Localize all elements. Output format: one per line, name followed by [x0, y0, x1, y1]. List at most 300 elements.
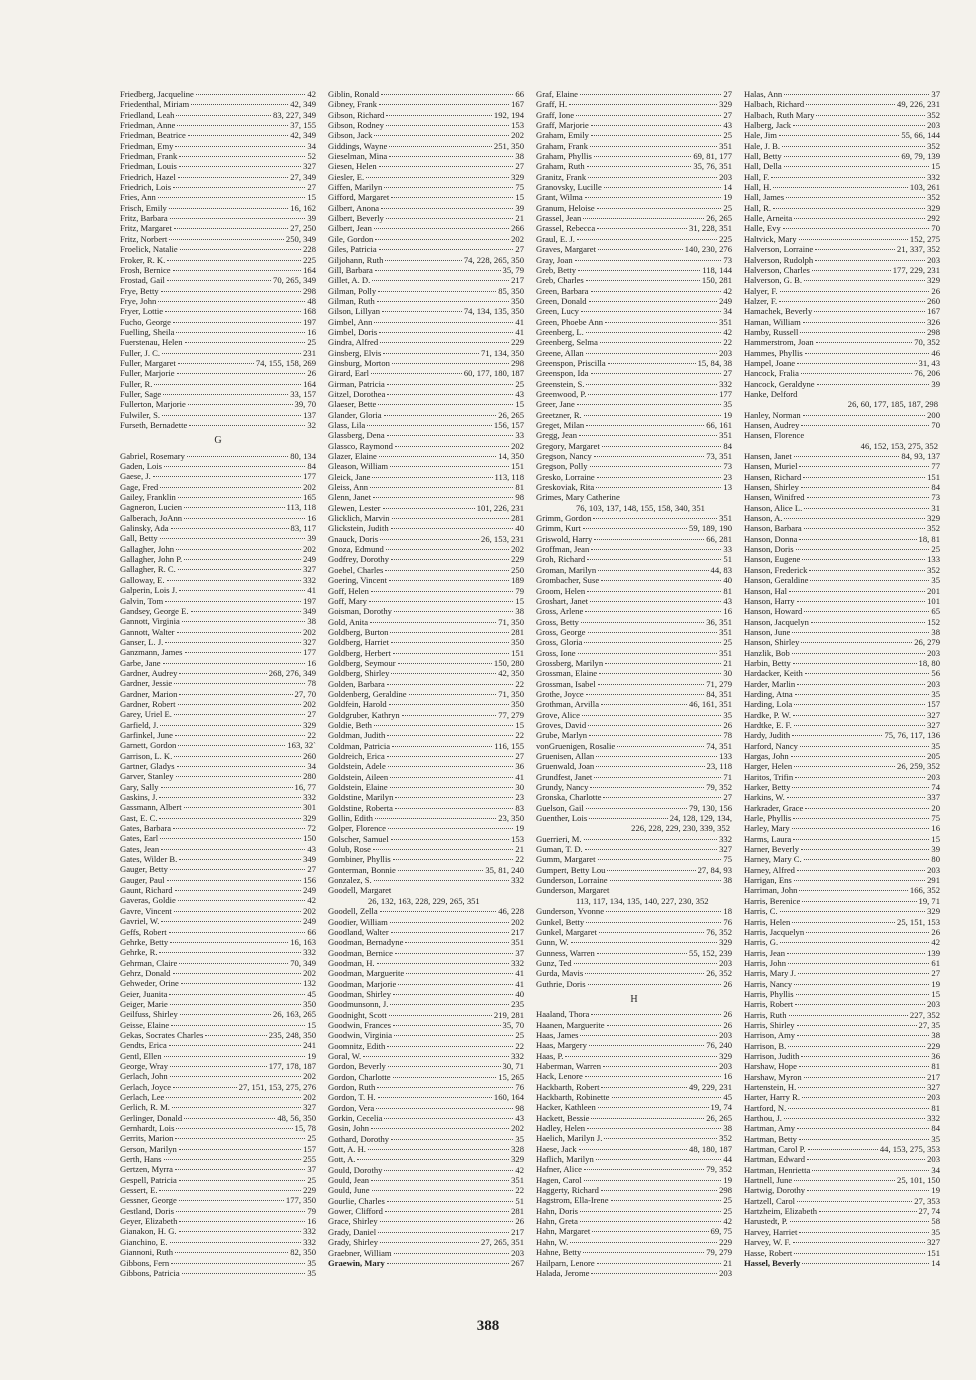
index-entry [120, 110, 316, 120]
dot-leader [158, 301, 305, 302]
dot-leader [160, 725, 301, 726]
index-entry [328, 927, 524, 937]
entry-pages: 43 [515, 1113, 524, 1124]
index-entry [744, 358, 940, 368]
entry-name: Hartman, Henrietta [744, 1164, 811, 1175]
index-entry [120, 1092, 316, 1102]
entry-name: Friedman, Anne [120, 120, 176, 131]
entry-name: Gehweder, Orine [120, 978, 179, 989]
entry-pages: 153 [511, 833, 524, 844]
index-entry [744, 1051, 940, 1061]
entry-name: Greb, Charles [536, 275, 584, 286]
dot-leader [174, 911, 301, 912]
entry-name: Gartner, Gladys [120, 761, 175, 771]
entry-name: Harkins, W. [744, 792, 785, 803]
entry-pages: 27, 250 [290, 223, 316, 234]
index-entry [328, 482, 524, 492]
index-entry [744, 554, 940, 564]
index-entry [744, 130, 940, 140]
index-entry [744, 917, 940, 927]
entry-name: Harms, Laura [744, 833, 792, 844]
entry-pages: 35 [307, 1267, 316, 1278]
entry-name: Granum, Heloise [536, 202, 595, 213]
dot-leader [788, 1046, 925, 1047]
entry-pages: 46, 161, 351 [689, 699, 732, 710]
entry-pages: 351 [511, 937, 524, 948]
dot-leader [799, 539, 916, 540]
entry-name: Gresko, Lorraine [536, 471, 595, 482]
dot-leader [596, 487, 721, 488]
dot-leader [367, 425, 492, 426]
entry-pages: 21 [723, 657, 732, 668]
dot-leader [159, 818, 301, 819]
index-entry [536, 803, 732, 813]
index-entry [536, 89, 732, 99]
entry-pages: 298 [303, 285, 316, 296]
dot-leader [175, 735, 305, 736]
dot-leader [391, 1139, 513, 1140]
dot-leader [801, 849, 929, 850]
entry-pages: 27 [723, 368, 732, 379]
entry-name: Frosh, Bernice [120, 264, 171, 275]
index-entry [120, 523, 316, 533]
entry-name: Graves, Margaret [536, 244, 596, 255]
index-entry [120, 461, 316, 471]
dot-leader [386, 115, 492, 116]
index-entry [744, 1258, 940, 1268]
index-entry [536, 1216, 732, 1226]
entry-name: Gekas, Socrates Charles [120, 1029, 204, 1040]
dot-leader [586, 280, 700, 281]
dot-leader [584, 415, 722, 416]
entry-name: Gleick, Jane [328, 471, 371, 482]
entry-pages: 15 [515, 399, 524, 410]
entry-name: Geisse, Elaine [120, 1019, 170, 1030]
entry-pages: 26 [723, 978, 732, 989]
dot-leader [780, 942, 929, 943]
dot-leader [176, 332, 305, 333]
entry-name: Greenspon, Priscilla [536, 357, 606, 368]
dot-leader [179, 156, 305, 157]
index-entry [744, 337, 940, 347]
entry-name: Hargas, John [744, 751, 789, 761]
index-entry [744, 110, 940, 120]
dot-leader [357, 1159, 509, 1160]
entry-name: Guelson, Gail [536, 802, 584, 813]
entry-pages: 72 [307, 823, 316, 834]
index-entry [536, 430, 732, 440]
entry-name: Gernhardt, Lois [120, 1123, 175, 1134]
entry-pages: 15, 78 [294, 1123, 316, 1134]
entry-name: Groom, Helen [536, 585, 586, 596]
entry-pages: 27, 349 [290, 171, 316, 182]
dot-leader [804, 611, 929, 612]
entry-name: Geier, Juanita [120, 988, 168, 999]
index-entry [120, 1154, 316, 1164]
entry-pages: 19 [515, 823, 524, 834]
entry-name: Gunness, Warren [536, 947, 595, 958]
index-entry [536, 110, 732, 120]
entry-name: Hartman, Carol P. [744, 1144, 806, 1155]
entry-name: Gilman, Ruth [328, 295, 375, 306]
dot-leader [191, 611, 302, 612]
dot-leader [379, 104, 509, 105]
entry-name: Harger, Helen [744, 761, 793, 772]
dot-leader [797, 1128, 929, 1129]
index-entry [328, 648, 524, 658]
index-entry [328, 1237, 524, 1247]
entry-pages: 66, 161 [706, 420, 732, 430]
entry-name: Gardner, Robert [120, 698, 176, 709]
entry-name: Fritz, Norbert [120, 233, 168, 244]
entry-pages: 327 [303, 161, 316, 172]
entry-name: Gianakon, H. G. [120, 1226, 177, 1237]
index-entry [744, 741, 940, 751]
entry-name: Grimm, Gordon [536, 513, 592, 524]
dot-leader [596, 766, 704, 767]
index-entry [120, 885, 316, 895]
entry-name: Fritz, Barbara [120, 213, 168, 224]
entry-pages: 33 [515, 430, 524, 441]
index-entry [120, 1258, 316, 1268]
dot-leader [391, 673, 496, 674]
index-entry [744, 813, 940, 823]
entry-name: Goff, Helen [328, 585, 369, 596]
index-entry [120, 286, 316, 296]
entry-name: Gibson, Jack [328, 130, 373, 141]
dot-leader [580, 1211, 721, 1212]
entry-pages: 79, 279 [706, 1247, 732, 1258]
dot-leader [794, 766, 895, 767]
index-entry [536, 1092, 732, 1102]
index-entry [328, 948, 524, 958]
index-entry [328, 937, 524, 947]
entry-name: Friedrich, Hazel [120, 171, 176, 182]
entry-name: Harding, Atna [744, 688, 793, 699]
index-entry [744, 565, 940, 575]
dot-leader [176, 1211, 305, 1212]
entry-pages: 301 [303, 802, 316, 813]
entry-name: Godfrey, Dorothy [328, 554, 390, 565]
entry-pages: 83, 227, 349 [273, 109, 316, 120]
dot-leader [393, 859, 514, 860]
entry-name: Galloway, E. [120, 574, 165, 585]
dot-leader [376, 1108, 513, 1109]
index-entry [328, 917, 524, 927]
dot-leader [605, 322, 717, 323]
dot-leader [789, 591, 925, 592]
dot-leader [165, 601, 301, 602]
index-entry [536, 710, 732, 720]
entry-pages: 41 [515, 771, 524, 782]
entry-pages: 235 [511, 999, 524, 1010]
dot-leader [583, 528, 687, 529]
entry-name: Gerlach, Joyce [120, 1081, 172, 1092]
entry-name: Gannott, Walter [120, 626, 175, 637]
dot-leader [173, 187, 305, 188]
dot-leader [379, 249, 514, 250]
entry-name: Harding, Lola [744, 699, 793, 710]
dot-leader [163, 663, 306, 664]
index-entry [328, 968, 524, 978]
dot-leader [184, 518, 305, 519]
entry-name: Gaunt, Richard [120, 885, 173, 896]
entry-name: Gauger, Betty [120, 864, 168, 875]
index-entry [328, 958, 524, 968]
entry-name: Gold, Anita [328, 616, 369, 627]
entry-name: Grant, Wilma [536, 192, 583, 203]
entry-pages: 291 [927, 875, 940, 886]
dot-leader [589, 818, 667, 819]
entry-name: Gifford, Margaret [328, 192, 390, 203]
index-entry [536, 668, 732, 678]
entry-name: Goodier, William [328, 916, 388, 927]
entry-name: Friedman, Emy [120, 140, 174, 151]
entry-pages: 249 [303, 916, 316, 927]
entry-name: Goebel, Charles [328, 564, 384, 575]
dot-leader [384, 415, 497, 416]
entry-pages: 73 [723, 461, 732, 472]
entry-pages: 329 [927, 513, 940, 524]
entry-name: Hanson, Jacquelyn [744, 616, 809, 627]
entry-pages: 328 [511, 1144, 524, 1155]
entry-name: Goodman, Bernice [328, 947, 393, 958]
index-entry [536, 948, 732, 958]
index-entry [536, 637, 732, 647]
dot-leader [182, 1273, 306, 1274]
index-entry [120, 1144, 316, 1154]
entry-name: Giffen, Marilyn [328, 182, 383, 193]
index-entry [536, 244, 732, 254]
entry-name: Grimes, Mary Catherine [536, 492, 620, 503]
entry-name: Friedman, Beatrice [120, 130, 186, 141]
dot-leader [577, 404, 722, 405]
entry-pages: 25 [723, 1205, 732, 1216]
dot-leader [793, 839, 929, 840]
index-entry [120, 658, 316, 668]
index-entry [744, 979, 940, 989]
index-entry [328, 451, 524, 461]
entry-pages: 49, 229, 231 [689, 1081, 732, 1092]
dot-leader [804, 859, 930, 860]
entry-pages: 35 [723, 709, 732, 720]
index-entry [120, 616, 316, 626]
index-entry [536, 120, 732, 130]
index-entry [120, 1247, 316, 1257]
dot-leader [175, 1138, 305, 1139]
entry-name: Gunkel, Betty [536, 916, 585, 927]
entry-pages: 70, 352 [914, 337, 940, 348]
dot-leader [584, 1180, 722, 1181]
entry-pages: 151 [511, 461, 524, 472]
index-entry [536, 441, 732, 451]
entry-name: Goodland, Walter [328, 926, 389, 937]
entry-pages: 25, 151, 153 [897, 916, 940, 927]
entry-pages: 74, 228, 265, 350 [463, 254, 524, 265]
entry-pages: 266 [511, 223, 524, 234]
index-entry [328, 1144, 524, 1154]
entry-name: Harney, Alfred [744, 864, 795, 875]
entry-pages: 16 [931, 823, 940, 834]
entry-pages: 225 [719, 233, 732, 244]
entry-pages: 40 [515, 523, 524, 534]
dot-leader [394, 1035, 513, 1036]
entry-pages: 35 [723, 399, 732, 410]
dot-leader [394, 1253, 510, 1254]
index-entry [536, 286, 732, 296]
entry-page-continuation: 113, 117, 134, 135, 140, 227, 230, 352 [576, 895, 709, 906]
entry-name: Goff, Mary [328, 595, 367, 606]
entry-pages: 66 [307, 926, 316, 937]
entry-name: Grace, Shirley [328, 1216, 378, 1227]
dot-leader [380, 911, 497, 912]
dot-leader [380, 1242, 479, 1243]
entry-pages: 327 [303, 564, 316, 575]
entry-pages: 203 [719, 1060, 732, 1071]
entry-pages: 71, 279 [706, 678, 732, 689]
entry-pages: 27, 353 [914, 1195, 940, 1206]
entry-name: Hammerstrom, Joan [744, 337, 814, 348]
entry-pages: 16 [307, 512, 316, 523]
index-entry [328, 803, 524, 813]
entry-name: Gallagher, John P. [120, 554, 183, 565]
entry-name: Gilbert, Beverly [328, 213, 384, 224]
entry-pages: 27, 151, 153, 275, 276 [238, 1081, 316, 1092]
index-entry [744, 472, 940, 482]
entry-pages: 281 [511, 513, 524, 524]
index-entry [744, 182, 940, 192]
index-entry [536, 1268, 732, 1278]
entry-name: Gunn, W. [536, 937, 569, 948]
entry-name: Gothard, Dorothy [328, 1133, 390, 1144]
index-entry [744, 89, 940, 99]
index-entry [744, 865, 940, 875]
entry-name: Gray, Joan [536, 254, 573, 265]
entry-pages: 26, 265 [706, 1112, 732, 1123]
entry-name: Halyer, F. [744, 285, 778, 296]
index-entry [744, 906, 940, 916]
entry-name: Glass, Lila [328, 420, 366, 430]
entry-name: Goodman, H. [328, 957, 375, 968]
dot-leader [589, 735, 721, 736]
index-entry [744, 803, 940, 813]
entry-pages: 350 [511, 295, 524, 306]
index-entry [536, 1237, 732, 1247]
entry-pages: 38 [931, 1030, 940, 1041]
dot-leader [591, 1014, 721, 1015]
entry-pages: 55, 66, 144 [901, 130, 940, 141]
index-entry [120, 637, 316, 647]
entry-name: Goldstine, Marilyn [328, 792, 394, 803]
entry-name: Fuelling, Sheila [120, 326, 175, 337]
entry-pages: 38 [307, 616, 316, 627]
entry-name: Graf, Elaine [536, 89, 578, 99]
index-entry [328, 772, 524, 782]
dot-leader [804, 508, 929, 509]
entry-name: Garnett, Gordon [120, 740, 177, 751]
index-entry [744, 368, 940, 378]
entry-pages: 20 [931, 802, 940, 813]
entry-pages: 59, 189, 190 [689, 523, 732, 534]
entry-pages: 22 [515, 1040, 524, 1051]
entry-name: Gnoza, Edmund [328, 544, 384, 555]
entry-name: Gonterman, Bonnie [328, 864, 396, 875]
entry-pages: 267 [511, 1257, 524, 1268]
entry-name: Gibbons, Patricia [120, 1267, 180, 1278]
index-entry [744, 617, 940, 627]
index-entry [536, 1154, 732, 1164]
index-entry [744, 244, 940, 254]
dot-leader [790, 1221, 930, 1222]
entry-name: Glazer, Elaine [328, 451, 377, 462]
entry-pages: 351 [719, 316, 732, 327]
index-entry [328, 1020, 524, 1030]
entry-pages: 81 [931, 1102, 940, 1113]
entry-name: Golper, Florence [328, 823, 386, 834]
dot-leader [154, 384, 301, 385]
entry-pages: 85, 350 [498, 285, 524, 296]
entry-name: Gerson, Marilyn [120, 1143, 177, 1154]
dot-leader [389, 1015, 492, 1016]
index-entry [744, 451, 940, 461]
entry-pages: 79 [515, 585, 524, 596]
index-entry [536, 368, 732, 378]
entry-pages: 350 [303, 998, 316, 1009]
index-entry [744, 927, 940, 937]
entry-name: Harder, Marlin [744, 678, 796, 689]
entry-pages: 329 [927, 202, 940, 213]
index-entry [744, 1134, 940, 1144]
index-entry [744, 534, 940, 544]
dot-leader [596, 1159, 722, 1160]
dot-leader [167, 260, 301, 261]
index-entry [120, 1195, 316, 1205]
entry-name: Grossberg, Marilyn [536, 657, 604, 668]
dot-leader [794, 725, 925, 726]
dot-leader [398, 870, 484, 871]
entry-pages: 40 [515, 988, 524, 999]
dot-leader [380, 1221, 514, 1222]
entry-name: Hardtke, E. F. [744, 719, 792, 730]
dot-leader [158, 197, 306, 198]
dot-leader [601, 580, 721, 581]
entry-pages: 79 [307, 1205, 316, 1216]
index-entry [536, 885, 732, 895]
dot-leader [386, 549, 509, 550]
entry-name: Hahne, Betty [536, 1247, 582, 1258]
entry-pages: 203 [719, 1267, 732, 1278]
index-entry [744, 648, 940, 658]
entry-pages: 49, 226, 231 [897, 99, 940, 110]
entry-pages: 217 [927, 1071, 940, 1082]
index-entry [120, 1020, 316, 1030]
index-entry [328, 554, 524, 564]
entry-name: Hall, R. [744, 202, 771, 213]
entry-pages: 332 [927, 1113, 940, 1124]
index-entry [744, 513, 940, 523]
dot-leader [393, 1025, 501, 1026]
index-entry [328, 844, 524, 854]
entry-pages: 15 [307, 192, 316, 203]
index-entry [120, 1206, 316, 1216]
entry-pages: 352 [927, 192, 940, 203]
entry-name: Giles, Patricia [328, 244, 377, 255]
dot-leader [170, 942, 288, 943]
entry-pages: 249 [719, 295, 732, 306]
index-entry [328, 1092, 524, 1102]
dot-leader [170, 1066, 267, 1067]
index-entry [120, 141, 316, 151]
